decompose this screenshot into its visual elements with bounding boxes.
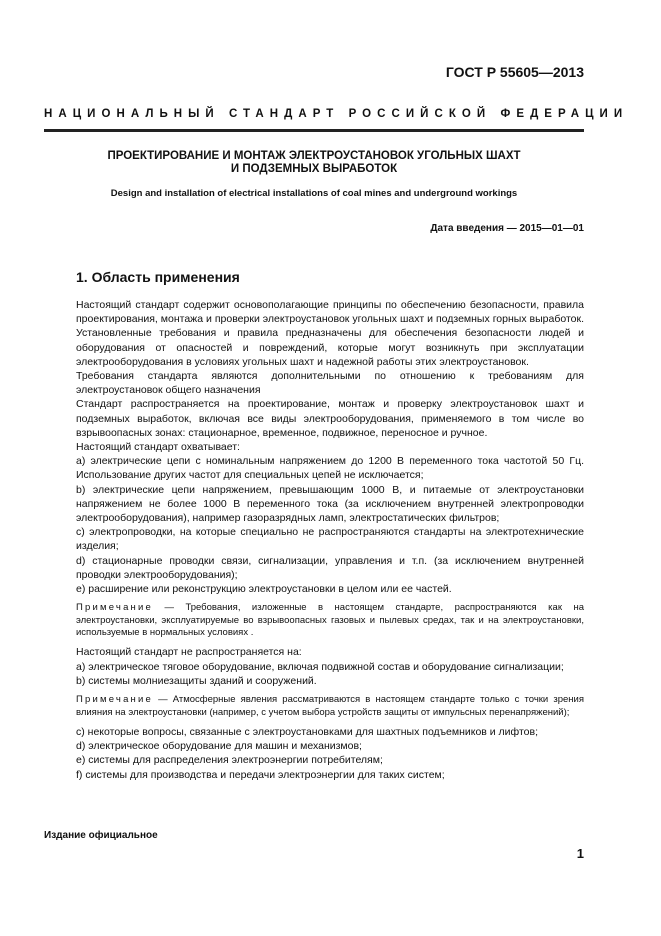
list-item: f) системы для производства и передачи электроэнергии для таких систем; <box>76 768 445 781</box>
header-divider <box>44 129 584 132</box>
title-ru-line1: ПРОЕКТИРОВАНИЕ И МОНТАЖ ЭЛЕКТРОУСТАНОВОК УГОЛЬНЫХ ШАХТ <box>107 150 521 162</box>
paragraph: Требования стандарта являются дополнительными по отношению к требованиям для электроустановок общего назначения <box>76 370 584 397</box>
list-item: a) электрическое тяговое оборудование, включая подвижной состав и оборудование сигнализации; <box>76 660 564 673</box>
paragraph: Стандарт распространяется на проектирование, монтаж и проверку электроустановок шахт и подземных выработок, включая все виды электрооборудования, применяемого в том числе во взрывоопасных зонах: стационарное, временное, подвижное, переносное и ручное. <box>76 398 584 439</box>
document-title-ru <box>44 150 584 176</box>
section-heading: 1. Область применения <box>76 269 240 285</box>
document-title-en: Design and installation of electrical installations of coal mines and underground workings <box>110 188 518 199</box>
paragraph: Настоящий стандарт содержит основополагающие принципы по обеспечению безопасности, правила проектирования, монтажа и проверки электроустановок угольных шахт и подземных горных выработок. Установленные требования и правила предназначены для обеспечения безопасности людей и оборудования от опасностей и повреждений, которые могут возникнуть при эксплуатации электрооборудования в условиях угольных шахт и надежной работы этих электроустановок. <box>76 299 584 368</box>
paragraph: Настоящий стандарт не распространяется на: <box>76 646 302 659</box>
list-item: c) электропроводки, на которые специально не распространяются стандарты на электротехнические изделия; <box>76 526 584 553</box>
list-item: b) системы молниезащиты зданий и сооружений. <box>76 674 317 687</box>
section-body <box>76 298 584 782</box>
list-item: d) электрическое оборудование для машин и механизмов; <box>76 740 362 753</box>
page-number: 1 <box>576 846 584 861</box>
list-item: a) электрические цепи с номинальным напряжением до 1200 В переменного тока частотой 50 Гц. Использование других частот для специальных цепей не исключается; <box>76 455 584 482</box>
note-label: Примечание <box>76 602 153 614</box>
note <box>76 694 584 719</box>
title-ru-line2: И ПОДЗЕМНЫХ ВЫРАБОТОК <box>230 163 398 175</box>
gost-number: ГОСТ Р 55605—2013 <box>445 64 584 80</box>
list-item: d) стационарные проводки связи, сигнализации, управления и т.п. (за исключением внутренней проводки электрооборудования); <box>76 554 584 581</box>
national-standard-heading: НАЦИОНАЛЬНЫЙ СТАНДАРТ РОССИЙСКОЙ ФЕДЕРАЦИИ <box>44 108 629 120</box>
note <box>76 602 584 639</box>
note-text: — Требования, изложенные в настоящем стандарте, распространяются как на электроустановки, эксплуатируемые во взрывоопасных газовых и пылевых средах, так и на электроустановки, используемые в нормальных условиях . <box>76 602 584 639</box>
edition-label: Издание официальное <box>44 830 158 841</box>
list-item: e) системы для распределения электроэнергии потребителям; <box>76 754 383 767</box>
paragraph: Настоящий стандарт охватывает: <box>76 441 240 454</box>
list-item: e) расширение или реконструкцию электроустановки в целом или ее частей. <box>76 583 452 596</box>
note-label: Примечание <box>76 694 153 706</box>
introduction-date: Дата введения — 2015—01—01 <box>430 223 584 234</box>
note-text: — Атмосферные явления рассматриваются в настоящем стандарте только с точки зрения влияния на электроустановки (например, с учетом выбора устройств защиты от импульсных перенапряжений); <box>76 694 584 718</box>
list-item: c) некоторые вопросы, связанные с электроустановками для шахтных подъемников и лифтов; <box>76 725 538 738</box>
list-item: b) электрические цепи напряжением, превышающим 1000 В, и питаемые от электроустановки напряжением не более 1000 В переменного тока (за исключением внутренней электропроводки электрооборудования), например газоразрядных ламп, электростатических фильтров; <box>76 483 584 525</box>
